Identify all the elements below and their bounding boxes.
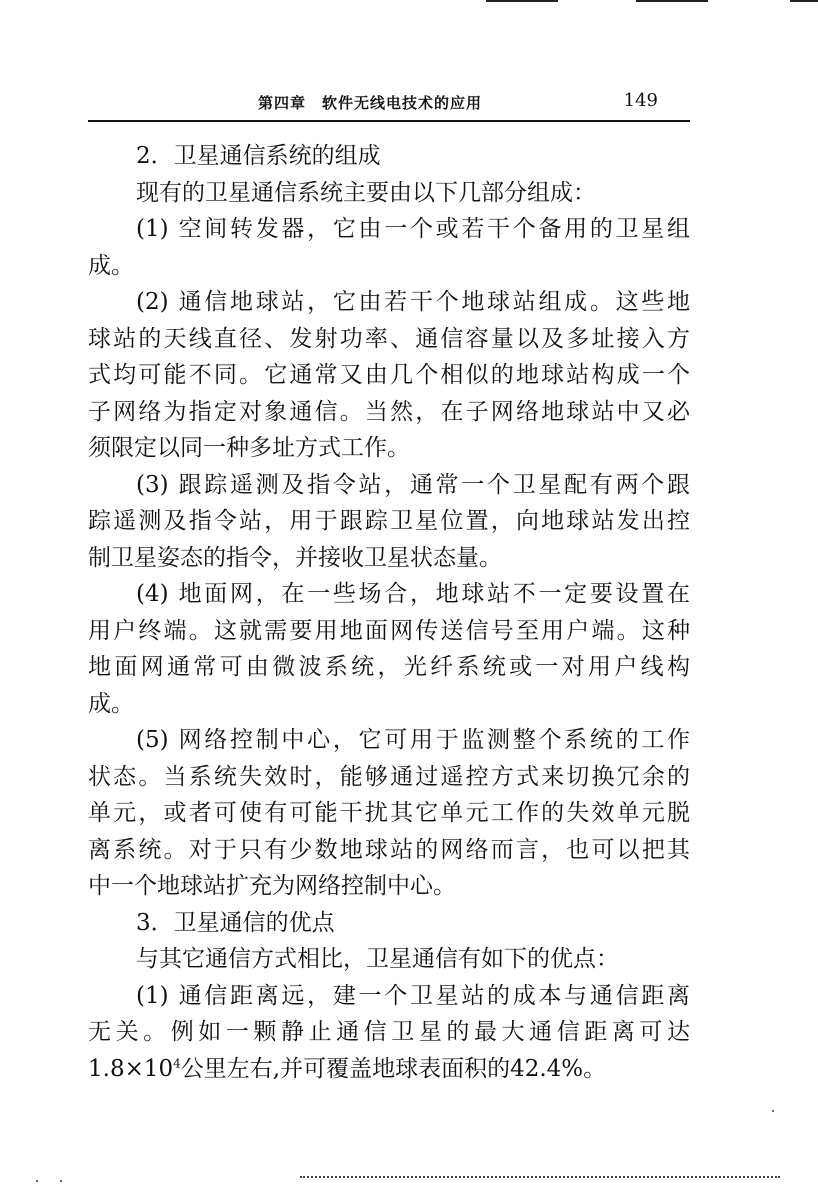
- text-line: 踪遥测及指令站，用于跟踪卫星位置，向地球站发出控: [88, 508, 690, 534]
- text-line: 2．卫星通信系统的组成: [136, 143, 381, 169]
- text-line: 中一个地球站扩充为网络控制中心。: [88, 873, 456, 899]
- text-line: 状态。当系统失效时，能够通过遥控方式来切换冗余的: [88, 763, 690, 790]
- scan-speck: [36, 1180, 38, 1182]
- running-header: [88, 84, 690, 122]
- text-line: 与其它通信方式相比，卫星通信有如下的优点：: [136, 946, 619, 972]
- text-line: 成。: [88, 690, 134, 717]
- bottom-scan-edge: [300, 1176, 780, 1179]
- text-line: 现有的卫星通信系统主要由以下几部分组成：: [136, 179, 596, 206]
- text-line: 须限定以同一种多址方式工作。: [88, 435, 410, 461]
- last-line-before: 1.8×10: [88, 1055, 174, 1082]
- scan-edge-mark: [486, 0, 558, 2]
- scan-speck: [60, 1180, 62, 1182]
- text-line: (1) 空间转发器，它由一个或若干个备用的卫星组: [136, 216, 690, 242]
- text-line: 单元，或者可使有可能干扰其它单元工作的失效单元脱: [88, 800, 690, 826]
- text-line: (5) 网络控制中心，它可用于监测整个系统的工作: [136, 727, 690, 753]
- text-line: 制卫星姿态的指令，并接收卫星状态量。: [88, 544, 502, 571]
- scan-edge-mark: [636, 0, 708, 2]
- text-line: 离系统。对于只有少数地球站的网络而言，也可以把其: [88, 836, 690, 863]
- text-line: (2) 通信地球站，它由若干个地球站组成。这些地: [136, 289, 690, 315]
- body-text: [88, 138, 690, 1087]
- last-line-after: 公里左右,并可覆盖地球表面积的42.4%。: [180, 1055, 607, 1082]
- text-line: 成。: [88, 252, 134, 279]
- text-line: 用户终端。这就需要用地面网传送信号至用户端。这种: [88, 617, 690, 644]
- text-line: 地面网通常可由微波系统，光纤系统或一对用户线构: [88, 654, 690, 680]
- exponent: 4: [173, 1055, 181, 1070]
- text-line: (3) 跟踪遥测及指令站，通常一个卫星配有两个跟: [136, 471, 690, 498]
- chapter-title: 第四章 软件无线电技术的应用: [258, 94, 483, 112]
- text-line: (1) 通信距离远，建一个卫星站的成本与通信距离: [136, 982, 690, 1009]
- page-number: 149: [623, 90, 658, 111]
- text-line: (4) 地面网，在一些场合，地球站不一定要设置在: [136, 581, 690, 607]
- text-line: 3．卫星通信的优点: [136, 909, 335, 936]
- text-line: 无关。例如一颗静止通信卫星的最大通信距离可达: [88, 1019, 690, 1045]
- text-line: 子网络为指定对象通信。当然，在子网络地球站中又必: [88, 398, 690, 425]
- text-line: 式均可能不同。它通常又由几个相似的地球站构成一个: [88, 362, 690, 388]
- text-line: 球站的天线直径、发射功率、通信容量以及多址接入方: [88, 325, 690, 352]
- text-line-last: [88, 1051, 690, 1088]
- scan-speck: [772, 1110, 774, 1112]
- scan-edge-mark: [790, 0, 818, 2]
- text-lines: [88, 138, 690, 1051]
